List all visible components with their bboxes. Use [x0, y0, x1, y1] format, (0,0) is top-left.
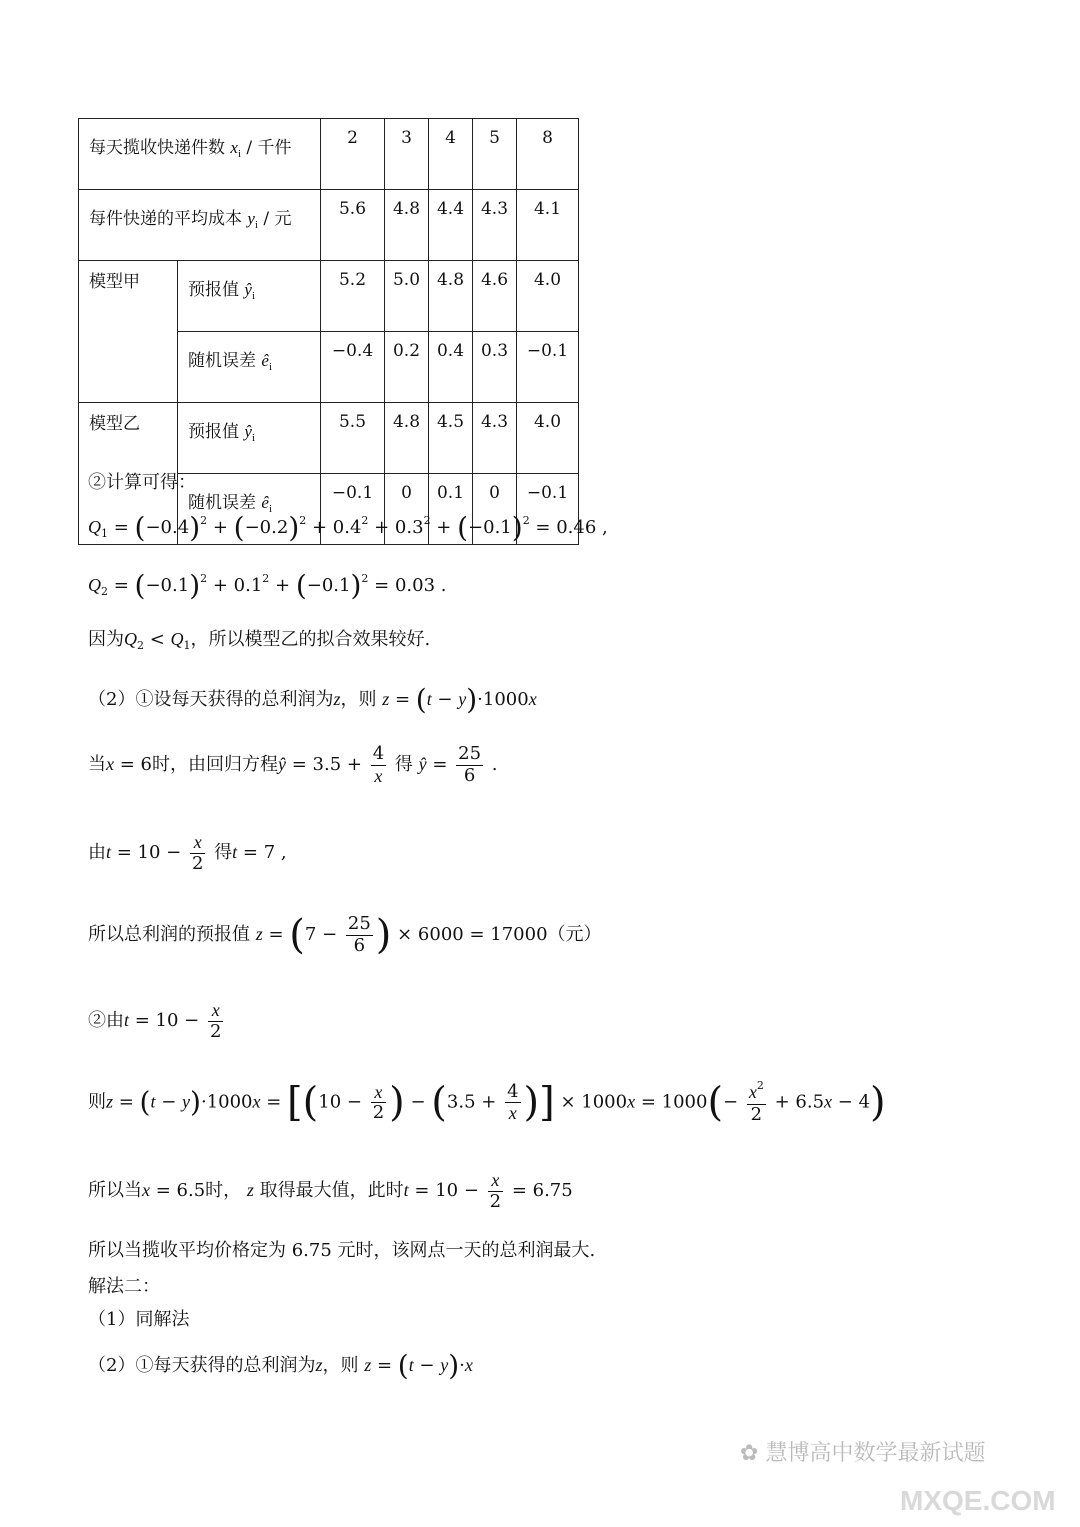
y-cell: 4.8 — [385, 190, 429, 261]
frac-den: 6 — [456, 765, 483, 787]
q2-equation: $Q_2 = (-0.1)^2 + 0.1^2 + (-0.1)^2 = 0.03$ . — [88, 569, 447, 602]
num-17000: 17000 — [490, 924, 548, 946]
max-post: 取得最大值，此时 — [259, 1180, 404, 1202]
frac-den: 2 — [191, 852, 204, 874]
part2-1-mid: ，则 — [340, 689, 377, 710]
frac-num: 4 — [507, 1080, 519, 1102]
yhat-symbol: ŷ — [244, 280, 252, 299]
q-compare: 因为$Q_2 < Q_1$，所以模型乙的拟合效果较好. — [88, 629, 431, 652]
pred-cell: 4.6 — [473, 261, 517, 332]
pred-cell: 4.0 — [517, 261, 579, 332]
ehat-symbol: ê — [261, 493, 269, 512]
err-cell: −0.1 — [517, 474, 579, 545]
row-label-text: 每天揽收快递件数 — [89, 138, 225, 158]
fraction: $\frac{x^2}{2}$ — [748, 1079, 764, 1125]
num-6-5: 6.5 — [795, 1091, 825, 1113]
frac-den: 2 — [747, 1104, 766, 1126]
regression-line: 当x = 6时，由回归方程ŷ = 3.5 + $\frac{4}{x}$ 得 ŷ = $\frac{25}{6}$ . — [88, 743, 498, 786]
pred-label-text: 预报值 — [188, 280, 239, 300]
num-1000: 1000 — [581, 1091, 628, 1113]
y-cell: 4.1 — [517, 190, 579, 261]
pred-cell: 5.5 — [321, 403, 385, 474]
when-pre: 当 — [88, 754, 106, 776]
q1-equation: $Q_1 = (-0.4)^2 + (-0.2)^2 + 0.4^2 + 0.3^2 + (-0.1)^2 = 0.46$ , — [88, 511, 608, 544]
fraction: $\frac{x}{2}$ — [191, 832, 204, 874]
fraction — [456, 744, 483, 786]
pred-cell: 5.0 — [385, 261, 429, 332]
num-1000: 1000 — [482, 689, 529, 710]
x-cell: 5 — [473, 119, 517, 190]
compare-pre: 因为 — [88, 629, 124, 650]
fraction — [346, 914, 373, 956]
fraction: $\frac{x}{2}$ — [209, 1000, 222, 1042]
y-cell: 4.4 — [429, 190, 473, 261]
num-10: 10 — [435, 1180, 459, 1202]
y-cell: 4.3 — [473, 190, 517, 261]
part2-alt-pre: （2）①每天获得的总利润为 — [88, 1355, 316, 1376]
num-4: 4 — [858, 1091, 871, 1113]
yuan-text: （元） — [547, 924, 602, 946]
err-cell: 0.1 — [429, 474, 473, 545]
table-row — [79, 119, 579, 190]
var-y: y — [247, 209, 255, 228]
num-6-5: 6.5 — [176, 1180, 206, 1202]
part2-2: ②由t = 10 − $\frac{x}{2}$ — [88, 1000, 222, 1042]
row-unit: / 元 — [258, 209, 292, 229]
table-row — [79, 403, 579, 474]
frac-num: 25 — [347, 913, 371, 934]
pred-cell: 4.8 — [429, 261, 473, 332]
err-cell: 0.3 — [473, 332, 517, 403]
x-cell: 4 — [429, 119, 473, 190]
x-cell: 3 — [385, 119, 429, 190]
sub-i: i — [251, 290, 256, 302]
num-6000: 6000 — [417, 924, 464, 946]
err-cell: 0 — [385, 474, 429, 545]
wechat-icon: ✿ — [740, 1441, 766, 1466]
compare-post: ，所以模型乙的拟合效果较好. — [190, 629, 431, 650]
part2-1-pre: （2）①设每天获得的总利润为 — [88, 689, 334, 710]
model-b-label: 模型乙 — [79, 403, 178, 545]
method-two: 解法二： — [88, 1276, 160, 1297]
pred-cell: 4.3 — [473, 403, 517, 474]
when-mid: 时，由回归方程 — [151, 754, 278, 776]
max-mid: 时， — [205, 1180, 242, 1202]
frac-num: 4 — [372, 743, 385, 764]
pred-cell: 5.2 — [321, 261, 385, 332]
err-label-text: 随机误差 — [188, 351, 256, 371]
err-cell: 0.4 — [429, 332, 473, 403]
num-10: 10 — [318, 1091, 342, 1113]
profit-line: 所以总利润的预报值 z = (7 − $\frac{25}{6}$ ) × 6000 = 17000（元） — [88, 912, 602, 959]
part2-alt-mid: ，则 — [322, 1355, 359, 1376]
conclusion: 所以当揽收平均价格定为 6.75 元时，该网点一天的总利润最大. — [88, 1240, 596, 1261]
x-cell: 8 — [517, 119, 579, 190]
num-1000: 1000 — [661, 1091, 708, 1113]
fraction: $\frac{x}{2}$ — [489, 1170, 502, 1212]
num-3-5: 3.5 — [446, 1091, 476, 1113]
z-expansion: 则z = (t − y)·1000x = [(10 − $\frac{x}{2}$ ) − (3.5 + $\frac{4}{x}$ )] × 1000x = 1000(− $\frac{x^2}{2}$ + 6.5x − 4) — [88, 1079, 886, 1126]
t-line: 由t = 10 − $\frac{x}{2}$ 得t = 7 , — [88, 832, 287, 874]
pred-label-text: 预报值 — [188, 422, 239, 442]
q2-value: 0.03 — [394, 575, 436, 596]
num-1000: 1000 — [206, 1091, 253, 1113]
fraction: $\frac{4}{x}$ — [372, 743, 385, 786]
frac-num: 25 — [458, 743, 482, 764]
x-cell: 2 — [321, 119, 385, 190]
num-6-75: 6.75 — [532, 1180, 573, 1202]
ehat-symbol: ê — [261, 351, 269, 370]
frac-den: 2 — [209, 1020, 222, 1042]
frac-den: 6 — [346, 935, 373, 957]
sub-i: i — [268, 503, 273, 515]
num-7: 7 — [304, 924, 317, 946]
part2-1: （2）①设每天获得的总利润为z，则 z = (t − y)·1000x — [88, 683, 537, 716]
watermark-logo — [870, 1400, 1070, 1520]
row-label-text: 每件快递的平均成本 — [89, 209, 242, 229]
de-text: 得 — [394, 754, 413, 776]
sub-i: i — [237, 148, 242, 160]
frac-den: 2 — [489, 1190, 502, 1212]
watermark-label: 慧博高中数学最新试题 — [765, 1441, 986, 1466]
part2-2-pre: ②由 — [88, 1010, 124, 1032]
err-label — [178, 332, 321, 403]
max-line: 所以当x = 6.5时， z 取得最大值，此时t = 10 − $\frac{x}{2}$ = 6.75 — [88, 1170, 573, 1212]
pred-label — [178, 261, 321, 332]
y-cell: 5.6 — [321, 190, 385, 261]
pred-label — [178, 403, 321, 474]
err-label-text: 随机误差 — [188, 493, 256, 513]
watermark-logo-text: MXQE.COM — [900, 1485, 1056, 1516]
err-cell: −0.1 — [321, 474, 385, 545]
part2-alt: （2）①每天获得的总利润为z，则 z = (t − y)·x — [88, 1349, 473, 1382]
yhat-symbol: ŷ — [244, 422, 252, 441]
sub-i: i — [268, 361, 273, 373]
pred-cell: 4.5 — [429, 403, 473, 474]
err-cell: −0.4 — [321, 332, 385, 403]
table-row — [79, 190, 579, 261]
err-cell: 0.2 — [385, 332, 429, 403]
calc-intro: ②计算可得： — [88, 472, 196, 493]
fraction: $\frac{4}{x}$ — [507, 1080, 519, 1124]
so-profit: 所以总利润的预报值 — [88, 924, 250, 946]
err-cell: −0.1 — [517, 332, 579, 403]
num-6: 6 — [140, 754, 152, 776]
sub-i: i — [251, 432, 256, 444]
num-10: 10 — [137, 842, 161, 864]
model-a-label: 模型甲 — [79, 261, 178, 403]
q1-value: 0.46 — [556, 517, 597, 538]
frac-den: 2 — [372, 1102, 385, 1124]
fraction: $\frac{x}{2}$ — [372, 1081, 385, 1124]
var-x: x — [230, 138, 238, 157]
num-10: 10 — [155, 1010, 179, 1032]
from-text: 由 — [88, 842, 106, 864]
pred-cell: 4.8 — [385, 403, 429, 474]
num-7: 7 — [263, 842, 276, 864]
err-cell: 0 — [473, 474, 517, 545]
de-text: 得 — [214, 842, 233, 864]
row-label-count — [79, 119, 321, 190]
so-when: 所以当 — [88, 1180, 142, 1202]
sub-i: i — [254, 219, 259, 231]
ze-text: 则 — [88, 1091, 106, 1113]
row-unit: / 千件 — [241, 138, 292, 158]
num-3-5: 3.5 — [312, 754, 342, 776]
row-label-cost — [79, 190, 321, 261]
table-row — [79, 261, 579, 332]
part1-same: （1）同解法 — [88, 1309, 190, 1330]
pred-cell: 4.0 — [517, 403, 579, 474]
